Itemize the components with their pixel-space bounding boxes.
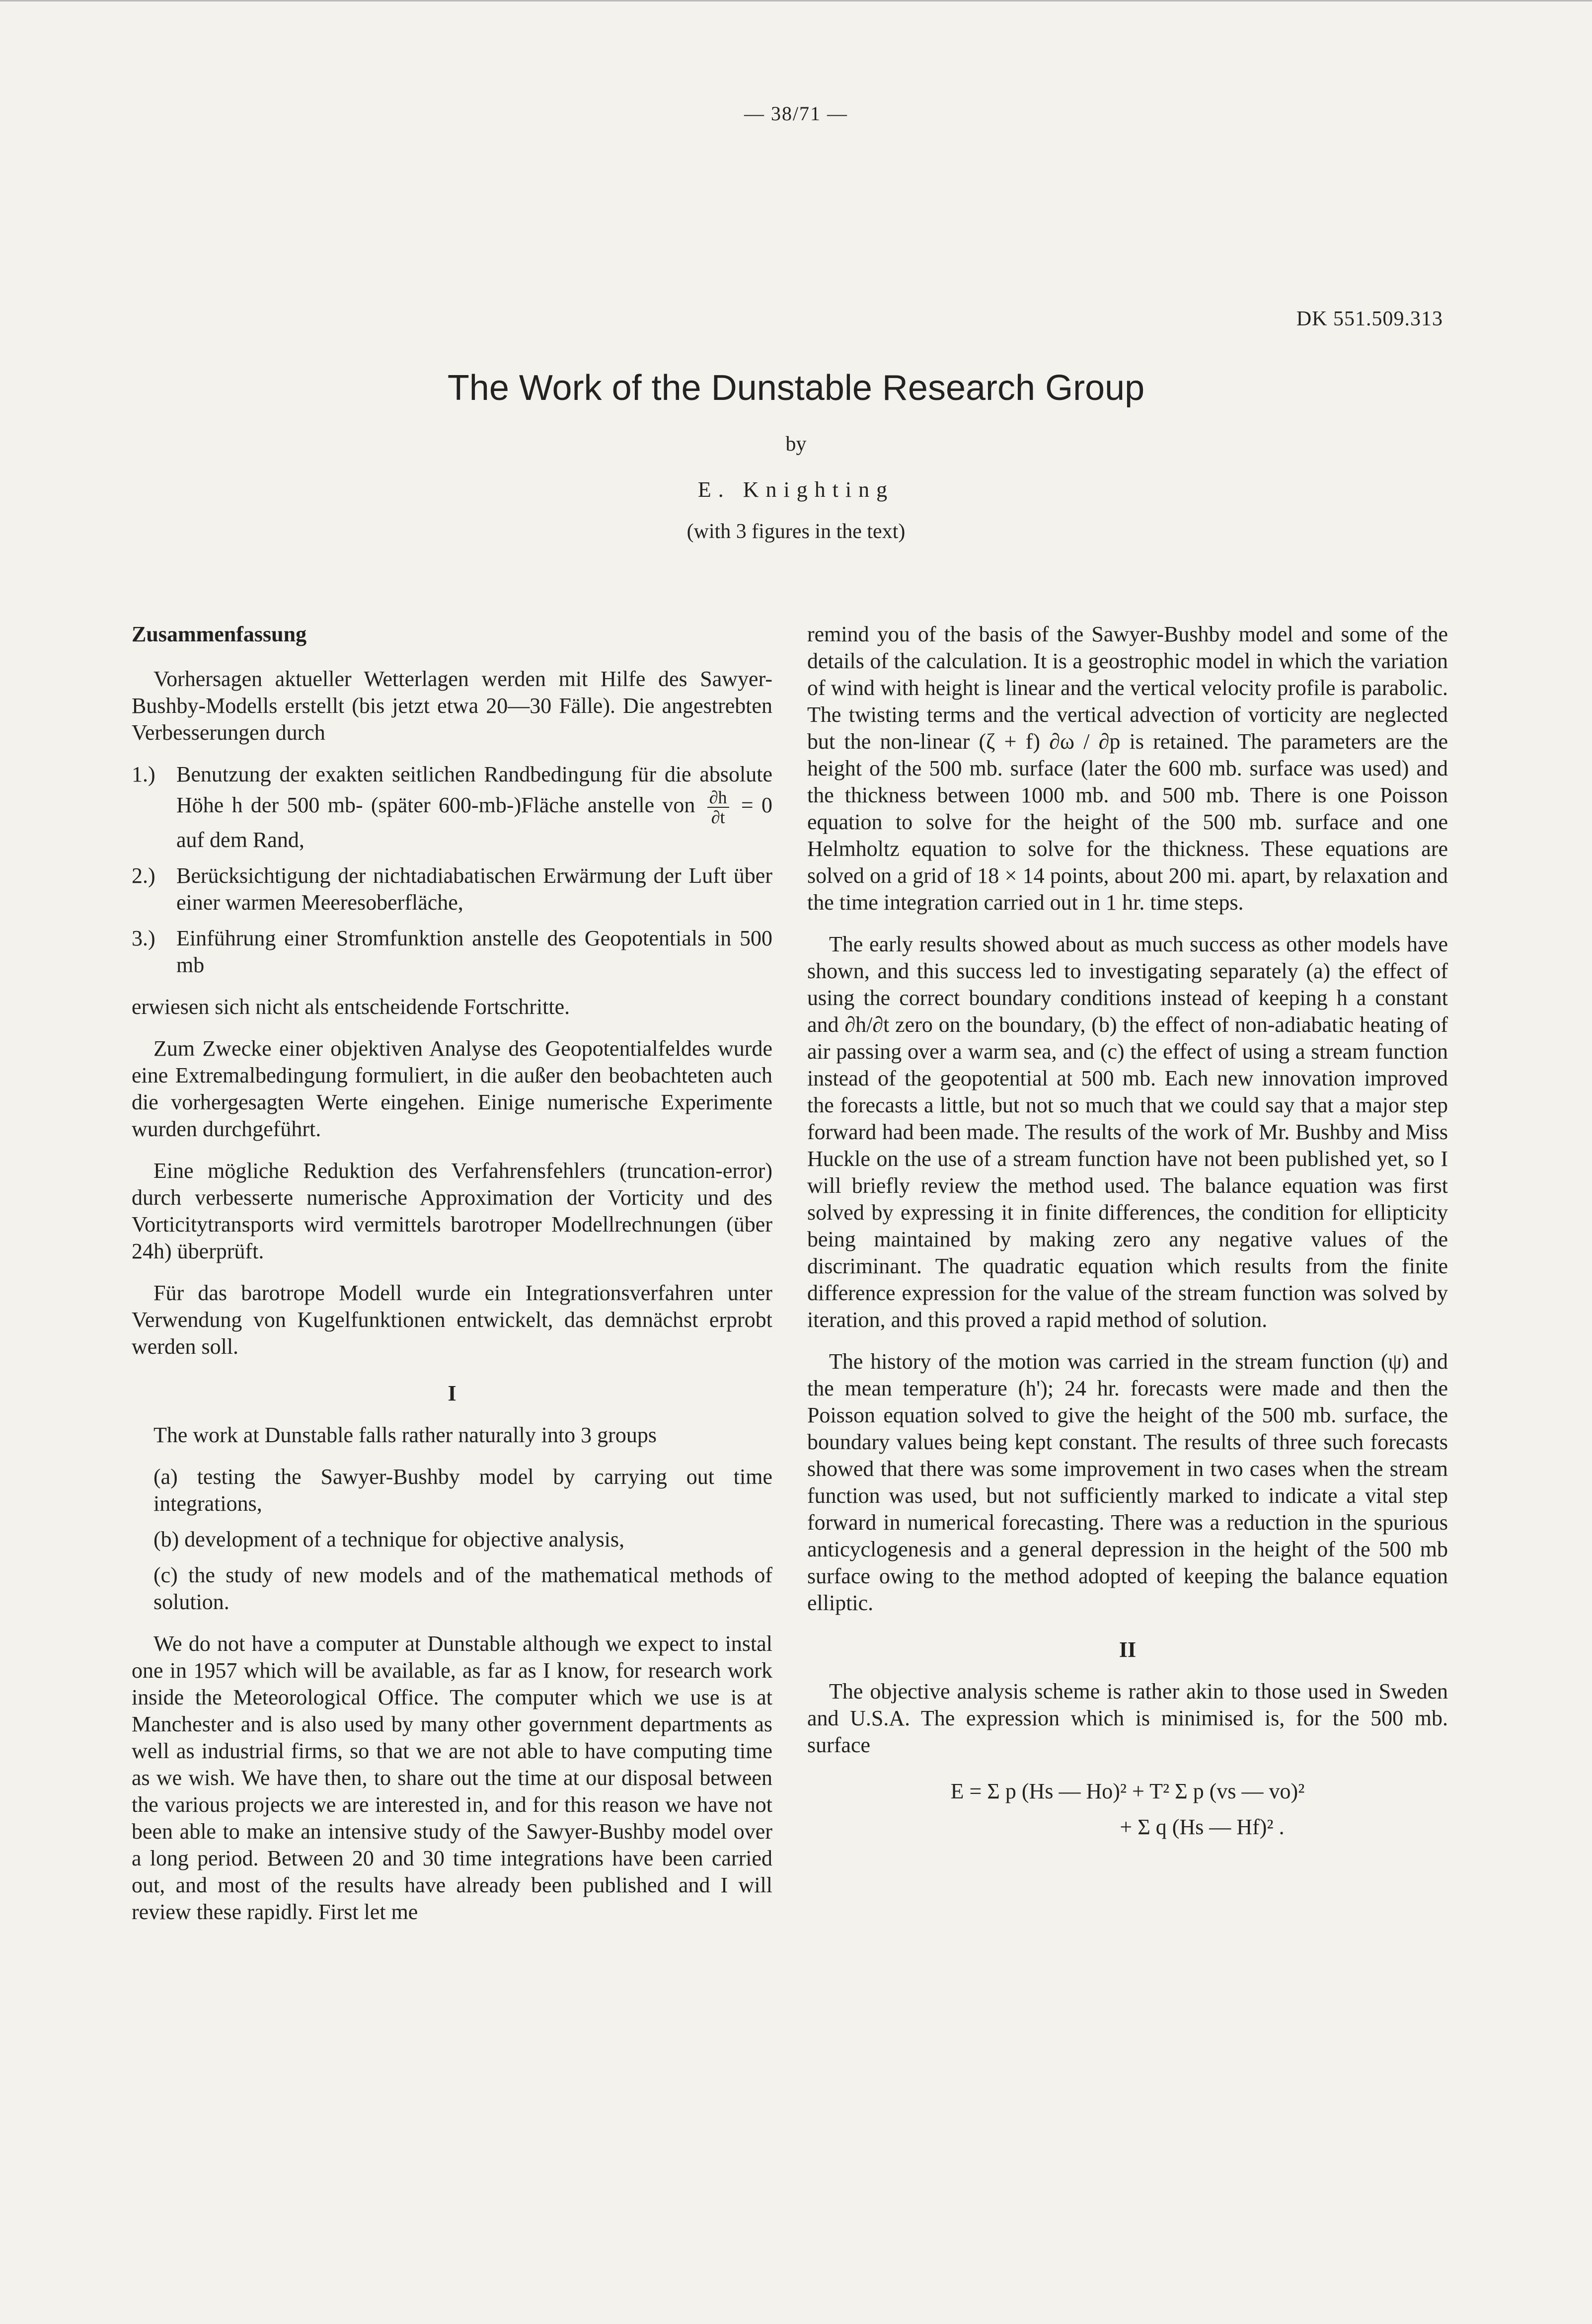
summary-paragraph-2: erwiesen sich nicht als entscheidende Fortschritte. [132, 995, 570, 1019]
list-text: Einführung einer Stromfunktion anstelle des Geopotentials in 500 mb [176, 926, 772, 977]
equation-line-2: + Σ q (Hs — Hf)² . [1120, 1815, 1285, 1839]
equation-line-1: E = Σ p (Hs — Ho)² + T² Σ p (vs — vo)² [950, 1779, 1305, 1803]
author-name: E. Knighting [697, 477, 895, 502]
summary-paragraph-3: Zum Zwecke einer objektiven Analyse des Geopotentialfeldes wurde eine Extremalbedingung formuliert, in die außer den beobachteten auch die vorhergesagten Werte eingehen. Einige numerische Experimente wurden durchgeführt. [132, 1036, 772, 1141]
dk-classification: DK 551.509.313 [1296, 308, 1443, 330]
list-item: (b) development of a technique for objective analysis, [153, 1527, 625, 1551]
body-paragraph-computer: We do not have a computer at Dunstable although we expect to instal one in 1957 which will be available, as far as I know, for research work inside the Meteorological Office. The computer which we use is at Manchester and is also used by many other government departments as well as industrial firms, so that we are not able to have computing time as we wish. We have then, to share out the time at our disposal between the various projects we are interested in, and for this reason we have not been able to make an intensive study of the Sawyer-Bushby model over a long period. Between 20 and 30 time integrations have been carried out, and most of the results have already been published and I will review these rapidly. First let me [132, 1631, 772, 1924]
list-item: (a) testing the Sawyer-Bushby model by carrying out time integrations, [153, 1465, 772, 1516]
list-text: Benutzung der exakten seitlichen Randbedingung für die absolute Höhe h der 500 mb- (später 600-mb-)Fläche anstelle von [176, 762, 772, 818]
page-number: — 38/71 — [744, 102, 848, 125]
fraction-denominator: ∂t [711, 807, 725, 827]
left-column [132, 621, 772, 1940]
byline-by: by [785, 433, 807, 456]
list-number: 3.) [132, 926, 155, 950]
list-item: (c) the study of new models and of the mathematical methods of solution. [153, 1563, 772, 1614]
groups-list [132, 1464, 772, 1616]
list-text-after: = 0 auf dem Rand, [176, 793, 772, 852]
body-paragraph-groups-intro: The work at Dunstable falls rather naturally into 3 groups [153, 1423, 657, 1447]
body-paragraph-results: The early results showed about as much success as other models have shown, and this success led to investigating separately (a) the effect of using the correct boundary conditions instead of keeping h a constant and ∂h/∂t zero on the boundary, (b) the effect of non-adiabatic heating of air passing over a warm sea, and (c) the effect of using a stream function instead of the geopotential at 500 mb. Each new innovation improved the forecasts a little, but not so much that we could say that a major step forward had been made. The results of the work of Mr. Bushby and Miss Huckle on the use of a stream function have not been published yet, so I will briefly review the method used. The balance equation was first solved by expressing it in finite differences, the condition for ellipticity being maintained by making zero any negative values of the discriminant. The quadratic equation which results from the finite difference expression for the value of the stream function was solved by iteration, and this proved a rapid method of solution. [807, 932, 1448, 1332]
summary-paragraph-5: Für das barotrope Modell wurde ein Integrationsverfahren unter Verwendung von Kugelfunktionen entwickelt, das demnächst erprobt werden soll. [132, 1281, 772, 1359]
paper-title: The Work of the Dunstable Research Group [447, 368, 1145, 408]
body-paragraph-history: The history of the motion was carried in the stream function (ψ) and the mean temperature (h'); 24 hr. forecasts were made and then the Poisson equation solved to give the height of the 500 mb. surface, the boundary values being kept constant. The results of three such forecasts showed that there was some improvement in two cases when the stream function was used, but not sufficiently marked to indicate a vital step forward in numerical forecasting. There was a reduction in the spurious anticyclogenesis and a general depression in the height of the 500 mb surface owing to the method adopted of keeping the balance equation elliptic. [807, 1349, 1448, 1615]
summary-paragraph-1: Vorhersagen aktueller Wetterlagen werden mit Hilfe des Sawyer-Bushby-Modells erstellt (bis jetzt etwa 20—30 Fälle). Die angestrebten Verbesserungen durch [132, 667, 772, 745]
partial-derivative-fraction [707, 788, 729, 827]
list-item [132, 862, 772, 916]
right-column [807, 621, 1448, 1855]
body-paragraph-objective-analysis: The objective analysis scheme is rather akin to those used in Sweden and U.S.A. The expression which is minimised is, for the 500 mb. surface [807, 1679, 1448, 1757]
list-item [132, 761, 772, 853]
list-number: 1.) [132, 762, 155, 786]
figures-note: (with 3 figures in the text) [686, 520, 906, 543]
section-heading-two: II [1119, 1637, 1137, 1662]
list-item [132, 925, 772, 979]
summary-paragraph-4: Eine mögliche Reduktion des Verfahrensfehlers (truncation-error) durch verbesserte numerische Approximation der Vorticity und des Vorticitytransports wird vermittels barotroper Modellrechnungen (über 24h) überprüft. [132, 1159, 772, 1263]
top-rule [0, 0, 1592, 1]
list-number: 2.) [132, 863, 155, 888]
section-heading-one: I [448, 1381, 456, 1405]
body-paragraph-model: remind you of the basis of the Sawyer-Bushby model and some of the details of the calculation. It is a geostrophic model in which the variation of wind with height is linear and the vertical velocity profile is parabolic. The twisting terms and the vertical advection of vorticity are neglected but the non-linear (ζ + f) ∂ω / ∂p is retained. The parameters are the height of the 500 mb. surface (later the 600 mb. surface was used) and the thickness between 1000 mb. and 500 mb. There is one Poisson equation to solve for the height of the 500 mb. surface and one Helmholtz equation to solve for the thickness. These equations are solved on a grid of 18 × 14 points, about 200 mi. apart, by relaxation and the time integration carried out in 1 hr. time steps. [807, 622, 1448, 915]
list-text: Berücksichtigung der nichtadiabatischen Erwärmung der Luft über einer warmen Meeresoberfläche, [176, 863, 772, 915]
summary-heading: Zusammenfassung [132, 622, 307, 646]
minimisation-equation [807, 1774, 1448, 1845]
improvement-list [132, 761, 772, 979]
fraction-numerator: ∂h [707, 788, 729, 808]
